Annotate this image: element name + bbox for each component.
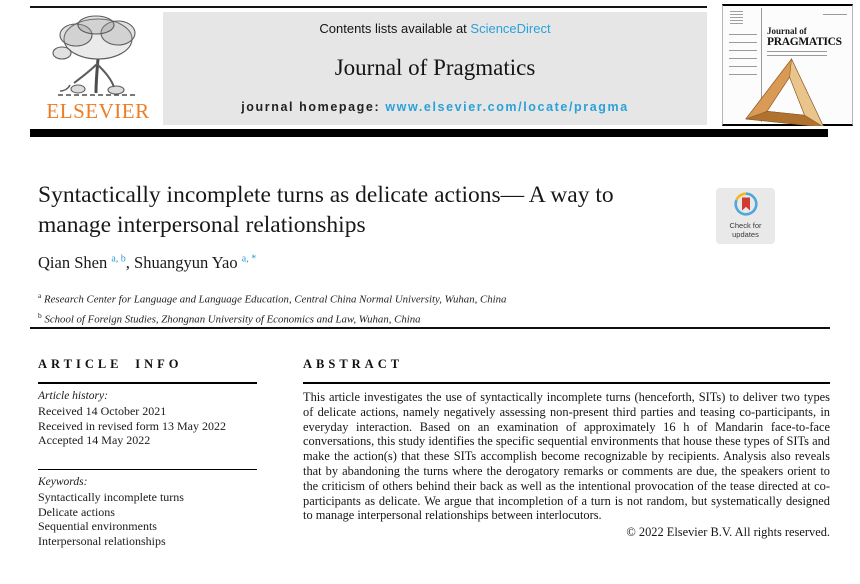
author-line [38, 253, 256, 273]
abstract-text: This article investigates the use of syntactically incomplete turns (henceforth, SITs) to deliver two types of delicate actions, namely negatively assessing non-present third parties and teasing co-participants, in everyday interaction. Based on an examination of approximately 16 h of Mandarin face-to-face conversations, this study identifies the specific sequential environments that house these types of SITs and make the action(s) that these SITs accomplish become recognizable by recipients. Analysis also reveals that by abandoning the turns where the derogatory remarks or comments are due, the speakers orient to the criticism of others behind their back as well as the intentional provocation of the tease directed at co-participants as delicate. We argue that incompletion of a turn is not random, but systematically designed to manage interpersonal relationships between interlocutors. [303, 390, 830, 523]
journal-cover-thumbnail[interactable] [722, 4, 853, 126]
abstract-heading: ABSTRACT [303, 357, 404, 371]
section-divider-rule [30, 327, 830, 329]
abstract-rule [303, 382, 830, 384]
page-title: Syntactically incomplete turns as delicate actions— A way to manage interpersonal relationships [38, 182, 614, 238]
cover-issn-line [823, 14, 847, 15]
affiliation-sup: a [38, 291, 42, 300]
abstract-block [303, 390, 830, 540]
homepage-line [163, 100, 707, 114]
article-info-heading: ARTICLE INFO [38, 357, 183, 371]
article-history-label: Article history: [38, 390, 108, 402]
history-item: Accepted 14 May 2022 [38, 433, 151, 447]
cover-publisher-mark [730, 11, 743, 26]
elsevier-wordmark: ELSEVIER [46, 99, 150, 123]
cover-title-line1: Journal of [767, 26, 807, 36]
copyright-notice: © 2022 Elsevier B.V. All rights reserved. [626, 525, 830, 540]
sciencedirect-link[interactable]: ScienceDirect [470, 21, 551, 36]
history-item: Received in revised form 13 May 2022 [38, 418, 226, 433]
article-history-list [38, 404, 226, 448]
journal-title: Journal of Pragmatics [334, 55, 536, 80]
homepage-prefix: journal homepage: [241, 100, 386, 114]
keyword-item: Syntactically incomplete turns [38, 490, 184, 504]
check-for-updates-button[interactable] [716, 188, 775, 244]
header-bottom-bar [30, 129, 828, 137]
author-name: Shuangyun Yao [134, 253, 238, 272]
homepage-url-link[interactable]: www.elsevier.com/locate/pragma [385, 100, 629, 114]
affiliations [38, 288, 506, 327]
keyword-item: Delicate actions [38, 504, 115, 519]
keyword-item: Interpersonal relationships [38, 533, 166, 548]
affiliation-text: School of Foreign Studies, Zhongnan University of Economics and Law, Wuhan, China [44, 313, 421, 326]
affiliation-sup: b [38, 310, 42, 320]
author-separator: , [125, 253, 135, 272]
check-badge-label-2: updates [732, 229, 759, 239]
affiliation-line [38, 308, 506, 328]
affiliation-text: Research Center for Language and Language Education, Central China Normal University, Wuhan, China [44, 293, 507, 306]
author-affil-sup[interactable]: a, b [111, 253, 126, 265]
history-item: Received 14 October 2021 [38, 404, 167, 418]
author-affil-sup[interactable]: a, * [241, 253, 257, 265]
penrose-triangle-art [726, 56, 851, 126]
contents-prefix: Contents lists available at [319, 21, 471, 36]
cover-title-line2: PRAGMATICS [767, 36, 842, 48]
elsevier-tree-logo [48, 11, 148, 101]
author-name: Qian Shen [38, 253, 108, 272]
journal-banner [163, 12, 707, 125]
keywords-list [38, 490, 184, 548]
contents-line [163, 21, 707, 36]
affiliation-line [38, 288, 506, 308]
keywords-rule [38, 469, 257, 470]
article-info-rule [38, 382, 257, 384]
elsevier-logo [34, 11, 162, 124]
check-badge-label-1: Check for [729, 221, 762, 230]
top-rule [30, 6, 707, 8]
keywords-label: Keywords: [38, 476, 88, 488]
keyword-item: Sequential environments [38, 519, 157, 533]
crossmark-icon [733, 191, 759, 217]
